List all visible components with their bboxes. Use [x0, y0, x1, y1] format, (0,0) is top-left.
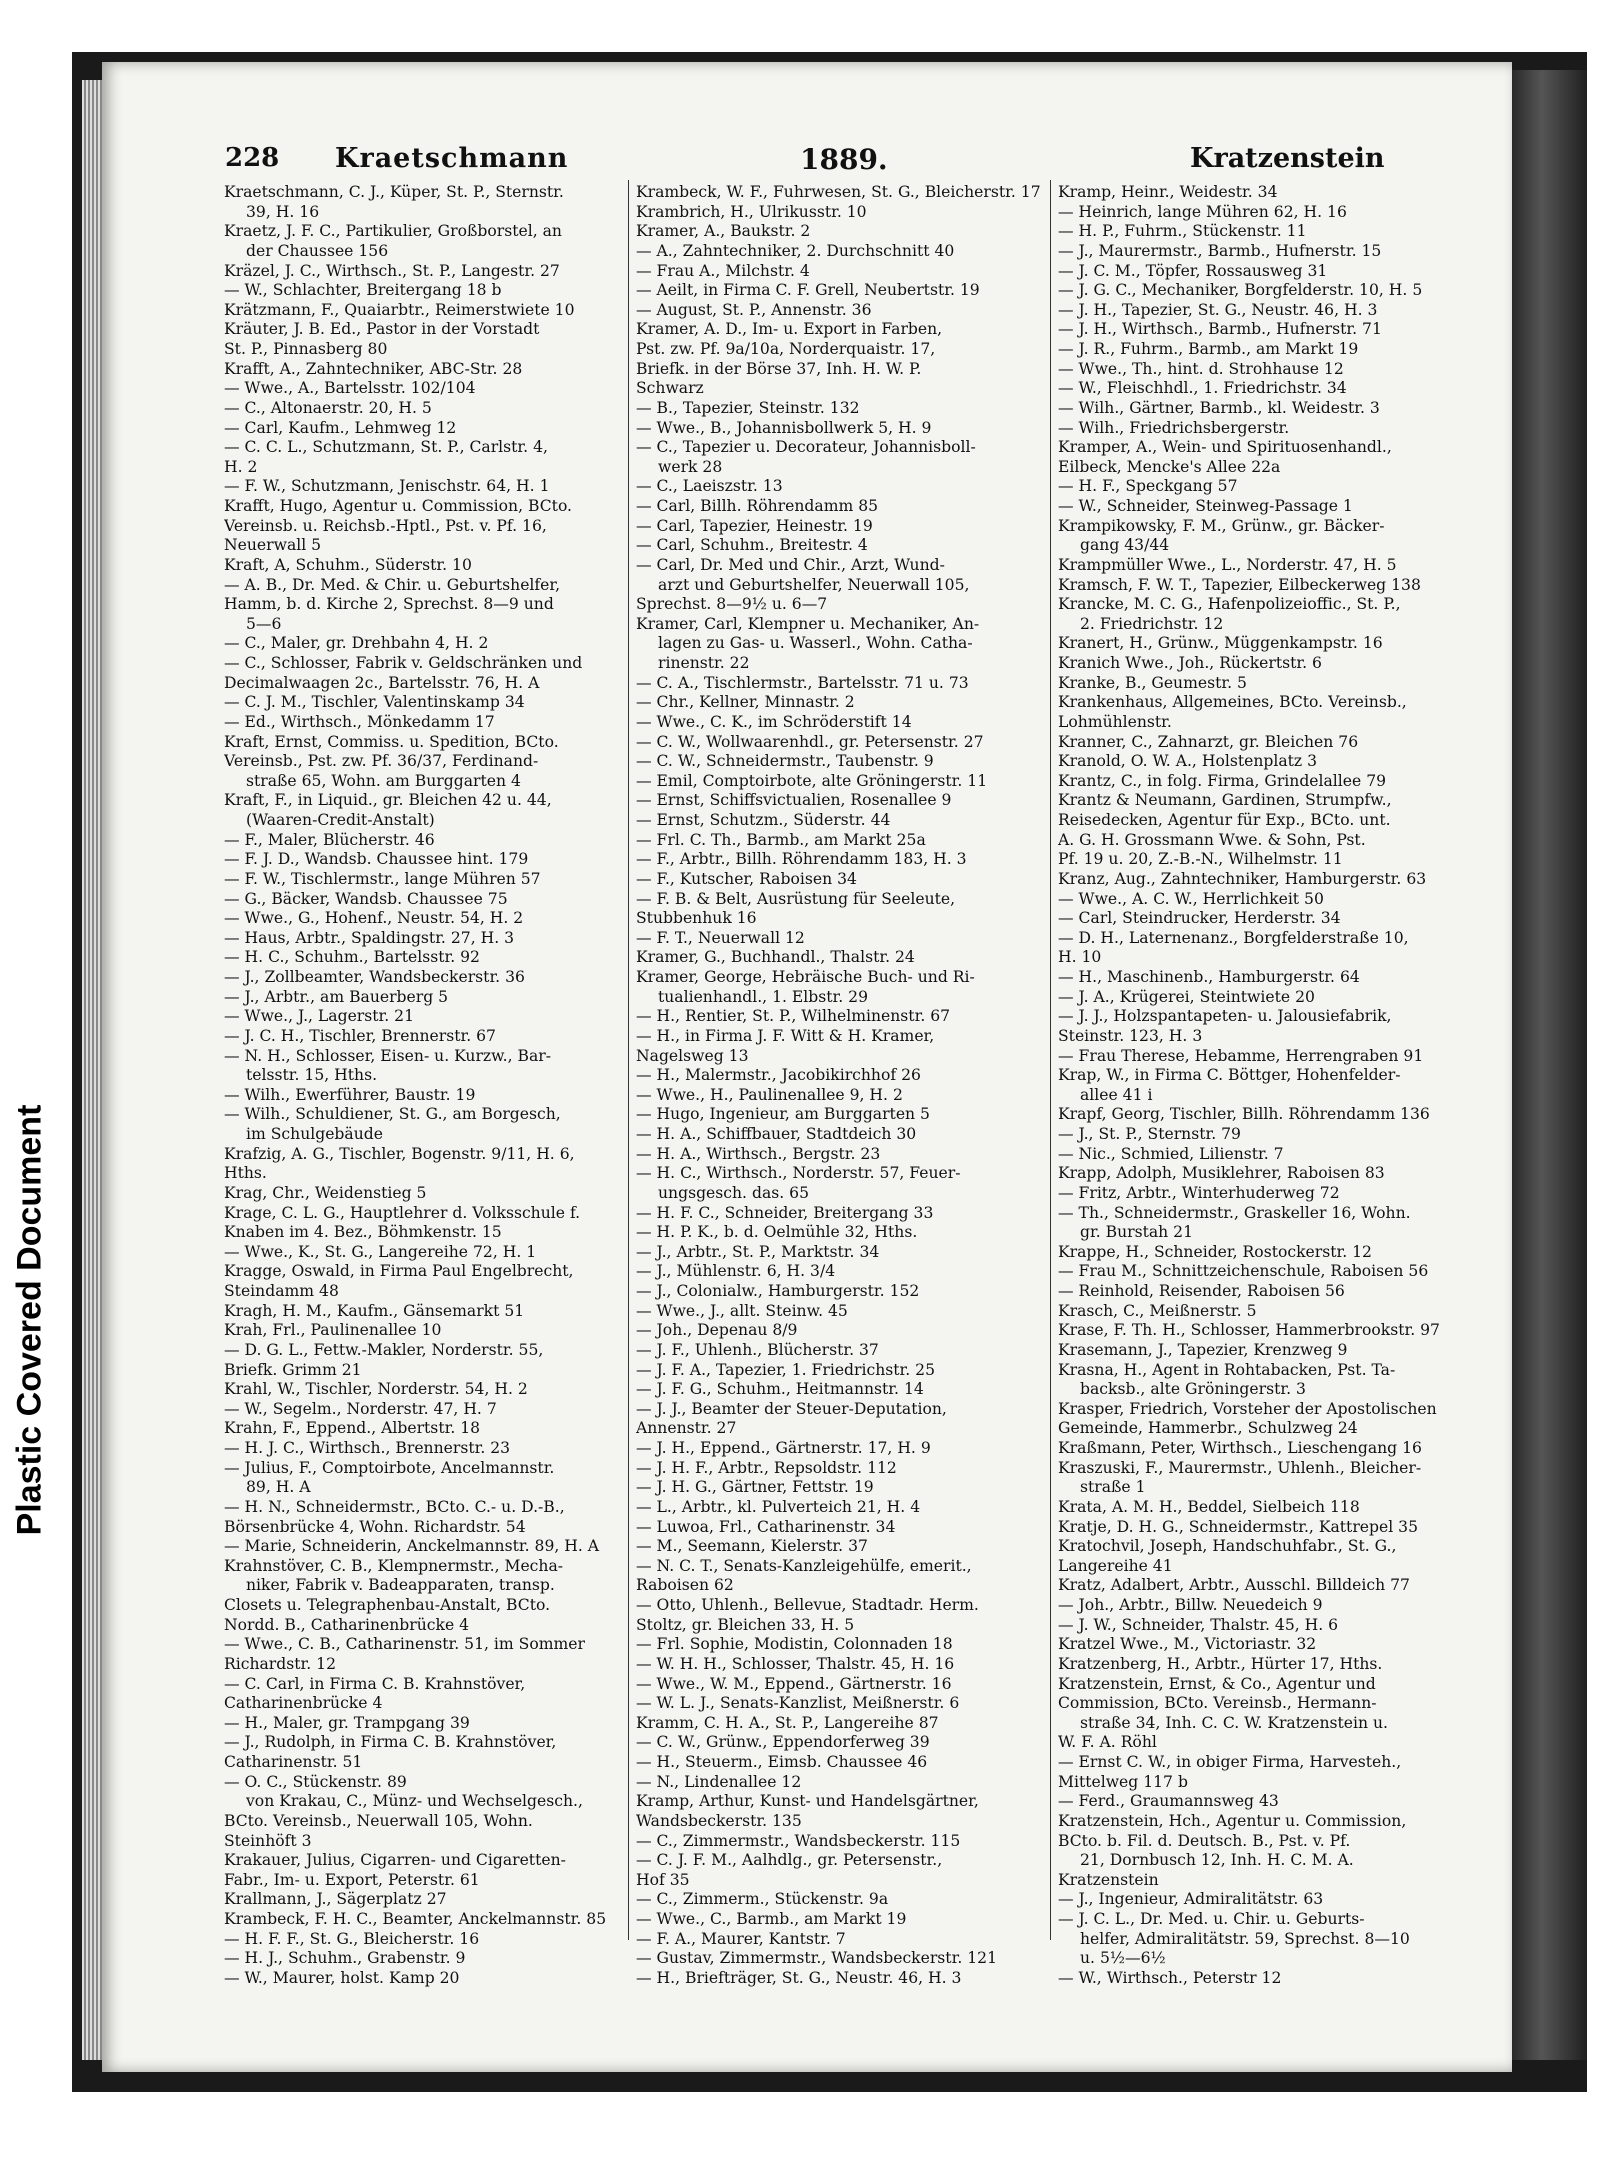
- directory-entry-line: 5—6: [246, 614, 282, 633]
- directory-entry-line: — Heinrich, lange Mühren 62, H. 16: [1058, 202, 1347, 221]
- directory-entry-line: — Wilh., Gärtner, Barmb., kl. Weidestr. 3: [1058, 398, 1380, 417]
- directory-entry-line: Hamm, b. d. Kirche 2, Sprechst. 8—9 und: [224, 595, 554, 614]
- directory-entry-line: Kramer, G., Buchhandl., Thalstr. 24: [636, 948, 915, 967]
- directory-entry-line: Kragge, Oswald, in Firma Paul Engelbrecht,: [224, 1262, 574, 1281]
- directory-entry-line: im Schulgebäude: [246, 1125, 383, 1143]
- directory-entry-line: — Frau Therese, Hebamme, Herrengraben 91: [1058, 1046, 1424, 1065]
- directory-entry-line: — J., Arbtr., St. P., Marktstr. 34: [636, 1242, 880, 1261]
- page-header: [225, 143, 1385, 183]
- directory-entry-line: Schwarz: [636, 379, 704, 398]
- directory-entry-line: Kraft, Ernst, Commiss. u. Spedition, BCto.: [224, 732, 559, 751]
- directory-entry-line: Krafft, A., Zahntechniker, ABC-Str. 28: [224, 359, 523, 378]
- column-divider: [1050, 180, 1051, 1940]
- directory-entry-line: straße 34, Inh. C. C. W. Kratzenstein u.: [1080, 1713, 1388, 1732]
- directory-entry-line: St. P., Pinnasberg 80: [224, 340, 388, 358]
- directory-entry-line: Krambrich, H., Ulrikusstr. 10: [636, 202, 867, 221]
- directory-entry-line: — F., Arbtr., Billh. Röhrendamm 183, H. 3: [636, 850, 967, 869]
- directory-entry-line: — Wwe., J., allt. Steinw. 45: [636, 1301, 848, 1320]
- directory-entry-line: — J. J., Beamter der Steuer-Deputation,: [636, 1399, 947, 1418]
- directory-entry-line: — J., Colonialw., Hamburgerstr. 152: [636, 1282, 920, 1300]
- directory-entry-line: — W., Wirthsch., Peterstr 12: [1058, 1968, 1282, 1987]
- directory-entry-line: — O. C., Stückenstr. 89: [224, 1772, 407, 1791]
- directory-entry-line: Krahn, F., Eppend., Albertstr. 18: [224, 1419, 481, 1438]
- directory-entry-line: — J. C. M., Töpfer, Rossausweg 31: [1058, 261, 1328, 280]
- directory-entry-line: — Ernst, Schutzm., Süderstr. 44: [636, 811, 891, 829]
- directory-entry-line: — Wwe., C. K., im Schröderstift 14: [636, 712, 912, 731]
- directory-entry-line: — N. C. T., Senats-Kanzleigehülfe, emerit.,: [636, 1556, 972, 1575]
- directory-entry-line: — Wwe., A., Bartelsstr. 102/104: [224, 379, 476, 398]
- directory-entry-line: Vereinsb. u. Reichsb.-Hptl., Pst. v. Pf. 16,: [224, 516, 547, 535]
- directory-entry-line: — D. G. L., Fettw.-Makler, Norderstr. 55,: [224, 1340, 544, 1359]
- directory-entry-line: — J., Zollbeamter, Wandsbeckerstr. 36: [224, 968, 525, 986]
- directory-entry-line: von Krakau, C., Münz- und Wechselgesch.,: [246, 1792, 583, 1811]
- directory-entry-line: — C., Tapezier u. Decorateur, Johannisboll-: [636, 438, 976, 457]
- directory-entry-line: gr. Burstah 21: [1080, 1223, 1194, 1242]
- directory-entry-line: Reisedecken, Agentur für Exp., BCto. unt.: [1058, 811, 1391, 829]
- directory-entry-line: rinenstr. 22: [658, 654, 750, 672]
- directory-entry-line: Krankenhaus, Allgemeines, BCto. Vereinsb.,: [1058, 693, 1407, 712]
- directory-column-3: [1058, 183, 1463, 1989]
- directory-entry-line: Decimalwaagen 2c., Bartelsstr. 76, H. A: [224, 673, 540, 692]
- directory-entry-line: — Carl, Tapezier, Heinestr. 19: [636, 516, 873, 535]
- directory-entry-line: — W., Maurer, holst. Kamp 20: [224, 1968, 460, 1987]
- directory-entry-line: H. 2: [224, 457, 258, 476]
- directory-entry-line: — Wilh., Friedrichsbergerstr.: [1058, 418, 1290, 437]
- directory-entry-line: Kramsch, F. W. T., Tapezier, Eilbeckerweg 138: [1058, 575, 1421, 594]
- directory-entry-line: — Julius, F., Comptoirbote, Ancelmannstr.: [224, 1458, 555, 1477]
- directory-entry-line: — J., St. P., Sternstr. 79: [1058, 1125, 1241, 1143]
- directory-entry-line: — H. F., Speckgang 57: [1058, 477, 1238, 496]
- directory-entry-line: — Carl, Kaufm., Lehmweg 12: [224, 418, 457, 437]
- directory-entry-line: — H. A., Wirthsch., Bergstr. 23: [636, 1144, 881, 1163]
- directory-entry-line: 2. Friedrichstr. 12: [1080, 614, 1224, 633]
- directory-entry-line: — C. J. M., Tischler, Valentinskamp 34: [224, 693, 525, 712]
- directory-entry-line: Krahnstöver, C. B., Klempnermstr., Mecha-: [224, 1556, 564, 1575]
- directory-entry-line: — Joh., Depenau 8/9: [636, 1321, 798, 1340]
- directory-entry-line: Krallmann, J., Sägerplatz 27: [224, 1890, 447, 1909]
- directory-entry-line: — Marie, Schneiderin, Anckelmannstr. 89, H. A: [224, 1537, 600, 1556]
- directory-entry-line: Kratzenstein, Ernst, & Co., Agentur und: [1058, 1674, 1376, 1693]
- directory-entry-line: Krap, W., in Firma C. Böttger, Hohenfelder-: [1058, 1066, 1401, 1085]
- directory-entry-line: Kratje, D. H. G., Schneidermstr., Kattrepel 35: [1058, 1517, 1418, 1536]
- directory-entry-line: — J., Ingenieur, Admiralitätstr. 63: [1058, 1890, 1324, 1909]
- directory-entry-line: straße 1: [1080, 1478, 1146, 1497]
- directory-entry-line: Nordd. B., Catharinenbrücke 4: [224, 1615, 470, 1634]
- directory-entry-line: — Ernst, Schiffsvictualien, Rosenallee 9: [636, 791, 952, 810]
- directory-entry-line: — F. A., Maurer, Kantstr. 7: [636, 1929, 846, 1948]
- directory-entry-line: BCto. b. Fil. d. Deutsch. B., Pst. v. Pf.: [1058, 1831, 1351, 1850]
- directory-entry-line: — Wwe., C. B., Catharinenstr. 51, im Sommer: [224, 1635, 585, 1654]
- directory-entry-line: — J. J., Holzspantapeten- u. Jalousiefabrik,: [1058, 1007, 1392, 1026]
- directory-entry-line: Sprechst. 8—9½ u. 6—7: [636, 595, 828, 614]
- directory-entry-line: Kramer, Carl, Klempner u. Mechaniker, An-: [636, 614, 980, 633]
- directory-entry-line: Hths.: [224, 1164, 267, 1183]
- directory-entry-line: Krambeck, F. H. C., Beamter, Anckelmannstr. 85: [224, 1910, 607, 1928]
- directory-column-1: [224, 183, 620, 1989]
- directory-entry-line: Langereihe 41: [1058, 1556, 1173, 1575]
- directory-entry-line: — J. F. A., Tapezier, 1. Friedrichstr. 25: [636, 1360, 936, 1379]
- directory-entry-line: — C. C. L., Schutzmann, St. P., Carlstr. 4,: [224, 438, 548, 457]
- directory-entry-line: Catharinenstr. 51: [224, 1753, 363, 1771]
- directory-entry-line: — J. F., Uhlenh., Blücherstr. 37: [636, 1340, 879, 1359]
- directory-entry-line: — C. A., Tischlermstr., Bartelsstr. 71 u. 73: [636, 673, 969, 692]
- directory-entry-line: — H. P., Fuhrm., Stückenstr. 11: [1058, 222, 1307, 241]
- directory-entry-line: — J. C. H., Tischler, Brennerstr. 67: [224, 1026, 496, 1045]
- directory-entry-line: — Hugo, Ingenieur, am Burggarten 5: [636, 1105, 930, 1124]
- directory-entry-line: — H., in Firma J. F. Witt & H. Kramer,: [636, 1026, 935, 1045]
- directory-entry-line: gang 43/44: [1080, 536, 1170, 555]
- directory-entry-line: Krage, C. L. G., Hauptlehrer d. Volksschule f.: [224, 1203, 581, 1222]
- directory-entry-line: backsb., alte Gröningerstr. 3: [1080, 1380, 1306, 1399]
- directory-entry-line: Kräzel, J. C., Wirthsch., St. P., Langestr. 27: [224, 261, 560, 280]
- directory-entry-line: — L., Arbtr., kl. Pulverteich 21, H. 4: [636, 1497, 921, 1516]
- directory-entry-line: Kranold, O. W. A., Holstenplatz 3: [1058, 752, 1317, 771]
- directory-entry-line: — Otto, Uhlenh., Bellevue, Stadtadr. Herm.: [636, 1596, 979, 1614]
- directory-entry-line: Commission, BCto. Vereinsb., Hermann-: [1058, 1694, 1377, 1713]
- directory-entry-line: — H. N., Schneidermstr., BCto. C.- u. D.-B.,: [224, 1497, 565, 1516]
- directory-column-2: [636, 183, 1041, 1989]
- directory-entry-line: Lohmühlenstr.: [1058, 712, 1172, 731]
- directory-entry-line: — C., Schlosser, Fabrik v. Geldschränken und: [224, 654, 583, 672]
- directory-entry-line: — H. C., Schuhm., Bartelsstr. 92: [224, 948, 480, 967]
- directory-entry-line: — G., Bäcker, Wandsb. Chaussee 75: [224, 889, 508, 908]
- directory-entry-line: Krancke, M. C. G., Hafenpolizeioffic., St. P.,: [1058, 595, 1401, 614]
- directory-entry-line: Kratzel Wwe., M., Victoriastr. 32: [1058, 1635, 1317, 1654]
- directory-entry-line: Kranert, H., Grünw., Müggenkampstr. 16: [1058, 634, 1383, 653]
- directory-entry-line: — Wilh., Ewerführer, Baustr. 19: [224, 1085, 476, 1104]
- directory-entry-line: Catharinenbrücke 4: [224, 1694, 383, 1713]
- directory-entry-line: — J. H., Tapezier, St. G., Neustr. 46, H. 3: [1058, 300, 1378, 319]
- directory-entry-line: Kraft, A, Schuhm., Süderstr. 10: [224, 555, 472, 574]
- directory-entry-line: 89, H. A: [246, 1478, 311, 1497]
- directory-entry-line: — Wwe., Th., hint. d. Strohhause 12: [1058, 359, 1344, 378]
- directory-entry-line: Krasna, H., Agent in Rohtabacken, Pst. Ta-: [1058, 1360, 1396, 1379]
- directory-entry-line: — H., Maler, gr. Trampgang 39: [224, 1713, 470, 1732]
- directory-entry-line: telsstr. 15, Hths.: [246, 1066, 378, 1085]
- directory-entry-line: — F. J. D., Wandsb. Chaussee hint. 179: [224, 850, 529, 869]
- directory-entry-line: Kramm, C. H. A., St. P., Langereihe 87: [636, 1713, 939, 1732]
- directory-entry-line: — W. H. H., Schlosser, Thalstr. 45, H. 16: [636, 1654, 955, 1673]
- directory-entry-line: Fabr., Im- u. Export, Peterstr. 61: [224, 1870, 480, 1889]
- directory-entry-line: — B., Tapezier, Steinstr. 132: [636, 398, 860, 417]
- directory-entry-line: — J. R., Fuhrm., Barmb., am Markt 19: [1058, 340, 1359, 358]
- directory-entry-line: — J. H. G., Gärtner, Fettstr. 19: [636, 1478, 874, 1497]
- directory-entry-line: Briefk. Grimm 21: [224, 1360, 362, 1379]
- directory-entry-line: Kramer, A., Baukstr. 2: [636, 222, 811, 241]
- directory-entry-line: — Aeilt, in Firma C. F. Grell, Neubertstr. 19: [636, 281, 980, 300]
- directory-entry-line: — N., Lindenallee 12: [636, 1772, 802, 1791]
- directory-entry-line: Annenstr. 27: [636, 1419, 737, 1438]
- directory-entry-line: — A., Zahntechniker, 2. Durchschnitt 40: [636, 241, 955, 260]
- directory-entry-line: — Frl. C. Th., Barmb., am Markt 25a: [636, 830, 926, 849]
- directory-entry-line: Eilbeck, Mencke's Allee 22a: [1058, 457, 1281, 476]
- directory-entry-line: — Wwe., B., Johannisbollwerk 5, H. 9: [636, 418, 932, 437]
- directory-entry-line: — Haus, Arbtr., Spaldingstr. 27, H. 3: [224, 928, 515, 947]
- directory-entry-line: — H. A., Schiffbauer, Stadtdeich 30: [636, 1125, 917, 1143]
- directory-entry-line: — Carl, Dr. Med und Chir., Arzt, Wund-: [636, 555, 945, 574]
- directory-entry-line: — Fritz, Arbtr., Winterhuderweg 72: [1058, 1183, 1340, 1202]
- directory-entry-line: Steinstr. 123, H. 3: [1058, 1026, 1203, 1045]
- directory-entry-line: Kramp, Arthur, Kunst- und Handelsgärtner,: [636, 1792, 979, 1811]
- directory-entry-line: — C. J. F. M., Aalhdlg., gr. Petersenstr.,: [636, 1851, 943, 1870]
- directory-entry-line: Kramper, A., Wein- und Spirituosenhandl.,: [1058, 438, 1392, 457]
- directory-entry-line: — Ernst C. W., in obiger Firma, Harvesteh.,: [1058, 1753, 1402, 1771]
- directory-entry-line: Krambeck, W. F., Fuhrwesen, St. G., Bleicherstr. 17: [636, 183, 1041, 201]
- page-number: 228: [225, 143, 280, 173]
- directory-entry-line: Knaben im 4. Bez., Böhmkenstr. 15: [224, 1223, 502, 1242]
- directory-entry-line: — J., Mühlenstr. 6, H. 3/4: [636, 1262, 836, 1281]
- directory-entry-line: — F., Kutscher, Raboisen 34: [636, 869, 857, 888]
- directory-entry-line: Krakauer, Julius, Cigarren- und Cigaretten-: [224, 1851, 566, 1870]
- directory-entry-line: Kramer, A. D., Im- u. Export in Farben,: [636, 320, 943, 339]
- book-gutter-shadow: [1512, 70, 1587, 2060]
- directory-entry-line: — C. W., Wollwaarenhdl., gr. Petersenstr. 27: [636, 732, 984, 751]
- directory-entry-line: — C. W., Grünw., Eppendorferweg 39: [636, 1733, 930, 1752]
- directory-entry-line: — J., Maurermstr., Barmb., Hufnerstr. 15: [1058, 241, 1382, 260]
- directory-entry-line: arzt und Geburtshelfer, Neuerwall 105,: [658, 575, 970, 594]
- directory-entry-line: Briefk. in der Börse 37, Inh. H. W. P.: [636, 359, 922, 378]
- directory-entry-line: — Wwe., W. M., Eppend., Gärtnerstr. 16: [636, 1674, 952, 1693]
- directory-entry-line: lagen zu Gas- u. Wasserl., Wohn. Catha-: [658, 634, 973, 653]
- directory-entry-line: Krantz, C., in folg. Firma, Grindelallee 79: [1058, 771, 1387, 790]
- directory-entry-line: BCto. Vereinsb., Neuerwall 105, Wohn.: [224, 1811, 533, 1830]
- directory-entry-line: Kratzenstein: [1058, 1870, 1159, 1889]
- directory-entry-line: tualienhandl., 1. Elbstr. 29: [658, 987, 869, 1006]
- directory-entry-line: — C. Carl, in Firma C. B. Krahnstöver,: [224, 1674, 526, 1693]
- directory-entry-line: W. F. A. Röhl: [1058, 1733, 1157, 1752]
- directory-entry-line: werk 28: [658, 457, 723, 476]
- directory-entry-line: — Ferd., Graumannsweg 43: [1058, 1792, 1279, 1811]
- directory-entry-line: — Wwe., H., Paulinenallee 9, H. 2: [636, 1085, 903, 1104]
- directory-entry-line: Krase, F. Th. H., Schlosser, Hammerbrookstr. 97: [1058, 1321, 1440, 1340]
- directory-entry-line: Raboisen 62: [636, 1576, 734, 1595]
- directory-entry-line: Krasemann, J., Tapezier, Krenzweg 9: [1058, 1340, 1348, 1359]
- directory-entry-line: — W. L. J., Senats-Kanzlist, Meißnerstr. 6: [636, 1694, 960, 1713]
- directory-entry-line: — J. F. G., Schuhm., Heitmannstr. 14: [636, 1380, 924, 1399]
- directory-entry-line: Krah, Frl., Paulinenallee 10: [224, 1321, 442, 1340]
- column-divider: [628, 180, 629, 1940]
- directory-entry-line: — Wwe., G., Hohenf., Neustr. 54, H. 2: [224, 909, 524, 928]
- directory-entry-line: Steindamm 48: [224, 1282, 339, 1300]
- directory-entry-line: allee 41 i: [1080, 1085, 1153, 1104]
- directory-entry-line: Krapf, Georg, Tischler, Billh. Röhrendamm 136: [1058, 1105, 1430, 1124]
- directory-entry-line: — C., Zimmermstr., Wandsbeckerstr. 115: [636, 1831, 961, 1850]
- directory-entry-line: Krantz & Neumann, Gardinen, Strumpfw.,: [1058, 791, 1392, 810]
- directory-entry-line: — J. H., Wirthsch., Barmb., Hufnerstr. 71: [1058, 320, 1382, 339]
- directory-entry-line: Kratzenberg, H., Arbtr., Hürter 17, Hths.: [1058, 1654, 1383, 1673]
- directory-entry-line: Wandsbeckerstr. 135: [636, 1811, 802, 1830]
- directory-entry-line: Krasper, Friedrich, Vorsteher der Apostolischen: [1058, 1399, 1437, 1418]
- directory-entry-line: Krätzmann, F., Quaiarbtr., Reimerstwiete 10: [224, 300, 575, 319]
- directory-entry-line: — J. A., Krügerei, Steintwiete 20: [1058, 987, 1315, 1006]
- directory-entry-line: Pf. 19 u. 20, Z.-B.-N., Wilhelmstr. 11: [1058, 850, 1343, 869]
- directory-entry-line: — August, St. P., Annenstr. 36: [636, 300, 872, 319]
- directory-entry-line: — W., Schneider, Steinweg-Passage 1: [1058, 497, 1353, 515]
- directory-entry-line: — J. W., Schneider, Thalstr. 45, H. 6: [1058, 1615, 1339, 1634]
- directory-entry-line: A. G. H. Grossmann Wwe. & Sohn, Pst.: [1058, 830, 1366, 849]
- directory-entry-line: (Waaren-Credit-Anstalt): [246, 811, 435, 829]
- directory-entry-line: — Chr., Kellner, Minnastr. 2: [636, 693, 855, 712]
- page-stack-edge: [82, 80, 104, 2060]
- directory-entry-line: — W., Fleischhdl., 1. Friedrichstr. 34: [1058, 379, 1347, 398]
- directory-entry-line: — J. H., Eppend., Gärtnerstr. 17, H. 9: [636, 1439, 931, 1457]
- directory-entry-line: 21, Dornbusch 12, Inh. H. C. M. A.: [1080, 1851, 1354, 1870]
- directory-entry-line: — Nic., Schmied, Lilienstr. 7: [1058, 1144, 1284, 1163]
- directory-entry-line: Vereinsb., Pst. zw. Pf. 36/37, Ferdinand-: [224, 752, 539, 771]
- directory-entry-line: Stubbenhuk 16: [636, 909, 757, 928]
- directory-entry-line: — H. F. C., Schneider, Breitergang 33: [636, 1203, 934, 1222]
- directory-entry-line: helfer, Admiralitätstr. 59, Sprechst. 8—10: [1080, 1929, 1410, 1948]
- directory-entry-line: — W., Schlachter, Breitergang 18 b: [224, 281, 502, 300]
- directory-entry-line: — H. P. K., b. d. Oelmühle 32, Hths.: [636, 1223, 918, 1242]
- directory-entry-line: Krasch, C., Meißnerstr. 5: [1058, 1301, 1257, 1320]
- directory-entry-line: — D. H., Laternenanz., Borgfelderstraße 10,: [1058, 928, 1409, 947]
- directory-entry-line: — J. G. C., Mechaniker, Borgfelderstr. 10, H. 5: [1058, 281, 1423, 300]
- directory-entry-line: — H. J. C., Wirthsch., Brennerstr. 23: [224, 1439, 511, 1457]
- directory-entry-line: Gemeinde, Hammerbr., Schulzweg 24: [1058, 1419, 1358, 1438]
- directory-entry-line: — C., Laeiszstr. 13: [636, 477, 783, 496]
- directory-entry-line: Kramer, George, Hebräische Buch- und Ri-: [636, 968, 975, 986]
- directory-entry-line: — Joh., Arbtr., Billw. Neuedeich 9: [1058, 1596, 1323, 1614]
- directory-entry-line: — F. W., Tischlermstr., lange Mühren 57: [224, 869, 541, 888]
- directory-entry-line: — J., Arbtr., am Bauerberg 5: [224, 987, 449, 1006]
- directory-entry-line: — Frl. Sophie, Modistin, Colonnaden 18: [636, 1635, 953, 1654]
- directory-entry-line: — M., Seemann, Kielerstr. 37: [636, 1537, 868, 1556]
- directory-entry-line: — A. B., Dr. Med. & Chir. u. Geburtshelfer,: [224, 575, 561, 594]
- directory-entry-line: Kraft, F., in Liquid., gr. Bleichen 42 u. 44,: [224, 791, 552, 810]
- directory-entry-line: Krapp, Adolph, Musiklehrer, Raboisen 83: [1058, 1164, 1385, 1183]
- directory-entry-line: — H. J., Schuhm., Grabenstr. 9: [224, 1949, 466, 1968]
- directory-entry-line: — Th., Schneidermstr., Graskeller 16, Wohn.: [1058, 1203, 1411, 1222]
- directory-entry-line: — H. F. F., St. G., Bleicherstr. 16: [224, 1929, 480, 1948]
- directory-entry-line: Kraszuski, F., Maurermstr., Uhlenh., Bleicher-: [1058, 1458, 1422, 1477]
- directory-entry-line: — Wwe., J., Lagerstr. 21: [224, 1007, 415, 1026]
- directory-entry-line: 39, H. 16: [246, 202, 320, 221]
- directory-entry-line: Kragh, H. M., Kaufm., Gänsemarkt 51: [224, 1301, 525, 1320]
- directory-entry-line: Kranke, B., Geumestr. 5: [1058, 673, 1247, 692]
- directory-entry-line: Kraetz, J. F. C., Partikulier, Großborstel, an: [224, 222, 562, 241]
- directory-entry-line: — H., Malermstr., Jacobikirchhof 26: [636, 1066, 921, 1085]
- directory-entry-line: — C., Altonaerstr. 20, H. 5: [224, 398, 432, 417]
- directory-entry-line: Hof 35: [636, 1870, 690, 1889]
- directory-entry-line: Kräuter, J. B. Ed., Pastor in der Vorstadt: [224, 320, 540, 339]
- directory-entry-line: Mittelweg 117 b: [1058, 1772, 1188, 1791]
- directory-entry-line: — W., Segelm., Norderstr. 47, H. 7: [224, 1399, 497, 1418]
- directory-entry-line: H. 10: [1058, 948, 1102, 967]
- directory-entry-line: — J. H. F., Arbtr., Repsoldstr. 112: [636, 1458, 897, 1477]
- directory-entry-line: — Ed., Wirthsch., Mönkedamm 17: [224, 712, 495, 731]
- directory-entry-line: — C., Zimmerm., Stückenstr. 9a: [636, 1890, 889, 1909]
- right-running-head: Kratzenstein: [1190, 143, 1385, 174]
- plastic-cover-text: Plastic Covered Document: [10, 1104, 49, 1536]
- directory-entry-line: Kranich Wwe., Joh., Rückertstr. 6: [1058, 654, 1322, 672]
- year-heading: 1889.: [800, 143, 888, 176]
- directory-entry-line: — F., Maler, Blücherstr. 46: [224, 830, 435, 849]
- directory-entry-line: Kraßmann, Peter, Wirthsch., Lieschengang 16: [1058, 1439, 1422, 1457]
- directory-entry-line: Pst. zw. Pf. 9a/10a, Norderquaistr. 17,: [636, 340, 936, 358]
- directory-entry-line: der Chaussee 156: [246, 241, 389, 260]
- directory-entry-line: Nagelsweg 13: [636, 1046, 749, 1065]
- directory-entry-line: — Gustav, Zimmermstr., Wandsbeckerstr. 121: [636, 1949, 997, 1968]
- directory-entry-line: Kranz, Aug., Zahntechniker, Hamburgerstr. 63: [1058, 869, 1427, 888]
- directory-entry-line: straße 65, Wohn. am Burggarten 4: [246, 771, 521, 790]
- directory-entry-line: — Wwe., C., Barmb., am Markt 19: [636, 1910, 907, 1928]
- left-running-head: Kraetschmann: [335, 143, 569, 174]
- directory-entry-line: Kraetschmann, C. J., Küper, St. P., Sternstr.: [224, 183, 564, 201]
- directory-entry-line: — F. T., Neuerwall 12: [636, 928, 805, 947]
- directory-entry-line: — F. B. & Belt, Ausrüstung für Seeleute,: [636, 889, 956, 908]
- directory-entry-line: — C., Maler, gr. Drehbahn 4, H. 2: [224, 634, 489, 653]
- directory-entry-line: Krahl, W., Tischler, Norderstr. 54, H. 2: [224, 1380, 528, 1399]
- directory-entry-line: — J., Rudolph, in Firma C. B. Krahnstöver,: [224, 1733, 557, 1752]
- directory-entry-line: Krampmüller Wwe., L., Norderstr. 47, H. 5: [1058, 555, 1397, 574]
- directory-entry-line: — Frau A., Milchstr. 4: [636, 261, 810, 280]
- directory-entry-line: — Carl, Schuhm., Breitestr. 4: [636, 536, 868, 555]
- directory-entry-line: — H., Steuerm., Eimsb. Chaussee 46: [636, 1753, 928, 1771]
- directory-entry-line: Kratochvil, Joseph, Handschuhfabr., St. G.,: [1058, 1537, 1397, 1556]
- directory-entry-line: — H. C., Wirthsch., Norderstr. 57, Feuer-: [636, 1164, 961, 1183]
- directory-entry-line: — N. H., Schlosser, Eisen- u. Kurzw., Bar-: [224, 1046, 551, 1065]
- directory-entry-line: Steinhöft 3: [224, 1831, 312, 1850]
- directory-entry-line: — Carl, Steindrucker, Herderstr. 34: [1058, 909, 1341, 928]
- directory-entry-line: u. 5½—6½: [1080, 1949, 1166, 1968]
- plastic-cover-label: [0, 1040, 60, 1600]
- directory-entry-line: Krafzig, A. G., Tischler, Bogenstr. 9/11, H. 6,: [224, 1144, 575, 1163]
- directory-entry-line: — Reinhold, Reisender, Raboisen 56: [1058, 1282, 1345, 1300]
- directory-entry-line: Kramp, Heinr., Weidestr. 34: [1058, 183, 1278, 201]
- directory-entry-line: — Carl, Billh. Röhrendamm 85: [636, 497, 879, 515]
- directory-entry-line: — H., Briefträger, St. G., Neustr. 46, H. 3: [636, 1968, 962, 1987]
- directory-entry-line: Closets u. Telegraphenbau-Anstalt, BCto.: [224, 1596, 551, 1614]
- directory-entry-line: — Wilh., Schuldiener, St. G., am Borgesch,: [224, 1105, 561, 1124]
- directory-entry-line: Neuerwall 5: [224, 536, 322, 555]
- directory-entry-line: Richardstr. 12: [224, 1654, 337, 1673]
- directory-entry-line: — Wwe., K., St. G., Langereihe 72, H. 1: [224, 1242, 537, 1261]
- directory-entry-line: — Emil, Comptoirbote, alte Gröningerstr. 11: [636, 771, 988, 790]
- directory-entry-line: ungsgesch. das. 65: [658, 1183, 810, 1202]
- directory-entry-line: Krag, Chr., Weidenstieg 5: [224, 1183, 427, 1202]
- directory-entry-line: Krampikowsky, F. M., Grünw., gr. Bäcker-: [1058, 516, 1385, 535]
- directory-entry-line: — F. W., Schutzmann, Jenischstr. 64, H. 1: [224, 477, 550, 496]
- directory-entry-line: Börsenbrücke 4, Wohn. Richardstr. 54: [224, 1517, 526, 1536]
- directory-entry-line: — H., Rentier, St. P., Wilhelminenstr. 67: [636, 1007, 951, 1026]
- directory-entry-line: Stoltz, gr. Bleichen 33, H. 5: [636, 1615, 855, 1634]
- directory-entry-line: — Wwe., A. C. W., Herrlichkeit 50: [1058, 889, 1324, 908]
- directory-entry-line: — Frau M., Schnittzeichenschule, Raboisen 56: [1058, 1262, 1429, 1281]
- directory-entry-line: niker, Fabrik v. Badeapparaten, transp.: [246, 1576, 555, 1595]
- directory-entry-line: Krata, A. M. H., Beddel, Sielbeich 118: [1058, 1497, 1360, 1516]
- directory-entry-line: — Luwoa, Frl., Catharinenstr. 34: [636, 1517, 896, 1536]
- directory-entry-line: Kratzenstein, Hch., Agentur u. Commission,: [1058, 1811, 1407, 1830]
- directory-entry-line: Kranner, C., Zahnarzt, gr. Bleichen 76: [1058, 732, 1359, 751]
- directory-entry-line: — H., Maschinenb., Hamburgerstr. 64: [1058, 968, 1360, 986]
- directory-entry-line: Kratz, Adalbert, Arbtr., Ausschl. Billdeich 77: [1058, 1576, 1410, 1595]
- directory-entry-line: Krappe, H., Schneider, Rostockerstr. 12: [1058, 1242, 1372, 1261]
- directory-entry-line: — J. C. L., Dr. Med. u. Chir. u. Geburts-: [1058, 1910, 1365, 1928]
- directory-entry-line: — C. W., Schneidermstr., Taubenstr. 9: [636, 752, 934, 771]
- directory-entry-line: Krafft, Hugo, Agentur u. Commission, BCto.: [224, 497, 573, 515]
